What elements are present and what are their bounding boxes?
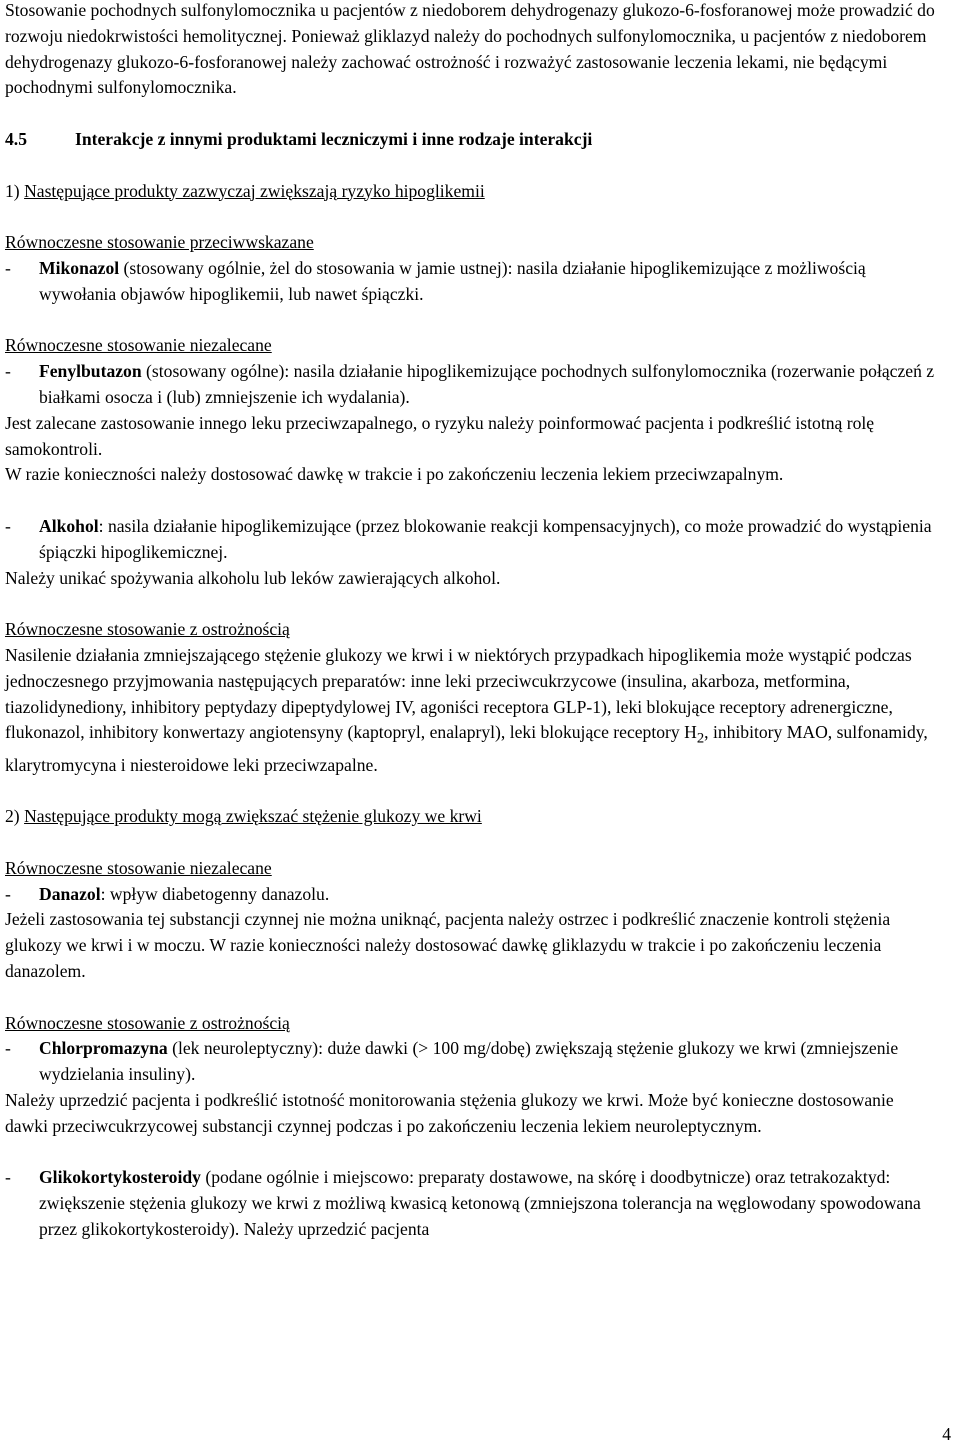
- drug-text: : nasila działanie hipoglikemizujące (przez blokowanie reakcji kompensacyjnych), co może prowadzić do wystąpienia śpiączki hipoglikemicznej.: [39, 515, 932, 562]
- drug-name: Fenylbutazon: [39, 361, 142, 382]
- dash-marker: -: [5, 883, 11, 904]
- drug-name: Mikonazol: [39, 257, 120, 278]
- note-paragraph: Należy unikać spożywania alkoholu lub leków zawierających alkohol.: [5, 567, 501, 588]
- part2-heading: [5, 804, 940, 830]
- drug-text: (stosowany ogólne): nasila działanie hipoglikemizujące pochodnych sulfonylomocznika (rozerwanie połączeń z białkami osocza i (lub) zmniejszenie ich wydalania).: [39, 361, 935, 407]
- dash-marker: -: [5, 515, 11, 536]
- caution-text-cont: , inhibitory MAO, sulfonamidy, klarytromycyna i niesteroidowe leki przeciwzapalne.: [5, 722, 928, 775]
- note-paragraph: Jest zalecane zastosowanie innego leku przeciwzapalnego, o ryzyku należy poinformować pacjenta i podkreślić istotną rolę samokontroli.: [5, 412, 875, 459]
- part1-number: 1): [5, 180, 20, 201]
- list-item: [5, 256, 940, 308]
- dash-marker: -: [5, 1167, 11, 1188]
- page-number: 4: [942, 1424, 951, 1445]
- label-contraindicated: Równoczesne stosowanie przeciwwskazane: [5, 232, 314, 253]
- part2-number: 2): [5, 806, 20, 827]
- note-paragraph: Należy uprzedzić pacjenta i podkreślić istotność monitorowania stężenia glukozy we krwi. Może być konieczne dostosowanie dawki przeciwcukrzycowej substancji czynnej podczas i po zakończeniu leczenia lekiem neuroleptycznym.: [5, 1089, 894, 1136]
- part1-heading: [5, 179, 940, 205]
- drug-name: Alkohol: [39, 515, 99, 536]
- part2-title: Następujące produkty mogą zwiększać stężenie glukozy we krwi: [24, 806, 482, 827]
- part1-title: Następujące produkty zazwyczaj zwiększają ryzyko hipoglikemii: [24, 180, 485, 201]
- section-title: Interakcje z innymi produktami leczniczymi i inne rodzaje interakcji: [75, 128, 593, 149]
- list-item: [5, 514, 940, 566]
- list-item: [5, 882, 940, 908]
- list-item: [5, 1165, 940, 1242]
- label-not-recommended: Równoczesne stosowanie niezalecane: [5, 857, 272, 878]
- drug-name: Danazol: [39, 883, 101, 904]
- drug-name: Glikokortykosteroidy: [39, 1167, 201, 1188]
- drug-name: Chlorpromazyna: [39, 1038, 168, 1059]
- label-not-recommended: Równoczesne stosowanie niezalecane: [5, 335, 272, 356]
- subscript: 2: [696, 730, 705, 747]
- drug-text: (podane ogólnie i miejscowo: preparaty dostawowe, na skórę i doodbytnicze) oraz tetrakozaktyd: zwiększenie stężenia glukozy we krwi z możliwą kwasicą ketonową (zmniejszona tolerancja na węglowodany spowodowana przez glikokortykosteroidy). Należy uprzedzić pacjenta: [39, 1167, 921, 1239]
- section-heading: [5, 127, 940, 153]
- dash-marker: -: [5, 257, 11, 278]
- drug-text: : wpływ diabetogenny danazolu.: [100, 883, 330, 904]
- drug-text: (stosowany ogólnie, żel do stosowania w jamie ustnej): nasila działanie hipoglikemizujące z możliwością wywołania objawów hipoglikemii, lub nawet śpiączki.: [39, 257, 866, 304]
- label-caution: Równoczesne stosowanie z ostrożnością: [5, 1012, 290, 1033]
- dash-marker: -: [5, 1038, 11, 1059]
- label-caution: Równoczesne stosowanie z ostrożnością: [5, 619, 290, 640]
- drug-text: (lek neuroleptyczny): duże dawki (> 100 mg/dobę) zwiększają stężenie glukozy we krwi (zmniejszenie wydzielania insuliny).: [39, 1038, 899, 1085]
- section-number: 4.5: [5, 128, 27, 149]
- caution-paragraph: [5, 643, 940, 779]
- note-paragraph: W razie konieczności należy dostosować dawkę w trakcie i po zakończeniu leczenia lekiem przeciwzapalnym.: [5, 464, 784, 485]
- intro-paragraph: Stosowanie pochodnych sulfonylomocznika u pacjentów z niedoborem dehydrogenazy glukozo-6-fosforanowej może prowadzić do rozwoju niedokrwistości hemolitycznej. Ponieważ gliklazyd należy do pochodnych sulfonylomocznika, u pacjentów z niedoborem dehydrogenazy glukozo-6-fosforanowej należy zachować ostrożność i rozważyć zastosowanie leczenia lekami, nie będącymi pochodnymi sulfonylomocznika.: [5, 0, 935, 98]
- caution-text: Nasilenie działania zmniejszającego stężenie glukozy we krwi i w niektórych przypadkach hipoglikemia może wystąpić podczas jednoczesnego przyjmowania następujących preparatów: inne leki przeciwcukrzycowe (insulina, akarboza, metformina, tiazolidynediony, inhibitory peptydazy dipeptydylowej IV, agoniści receptora GLP-1), leki blokujące receptory adrenergiczne, flukonazol, inhibitory konwertazy angiotensyny (kaptopryl, enalapryl), leki blokujące receptory H: [5, 644, 912, 743]
- list-item: [5, 359, 940, 411]
- document-body: [5, 0, 940, 1243]
- note-paragraph: Jeżeli zastosowania tej substancji czynnej nie można uniknąć, pacjenta należy ostrzec i podkreślić znaczenie kontroli stężenia glukozy we krwi i w moczu. W razie konieczności należy dostosować dawkę gliklazydu w trakcie i po zakończeniu leczenia danazolem.: [5, 909, 891, 981]
- list-item: [5, 1036, 940, 1088]
- dash-marker: -: [5, 361, 11, 382]
